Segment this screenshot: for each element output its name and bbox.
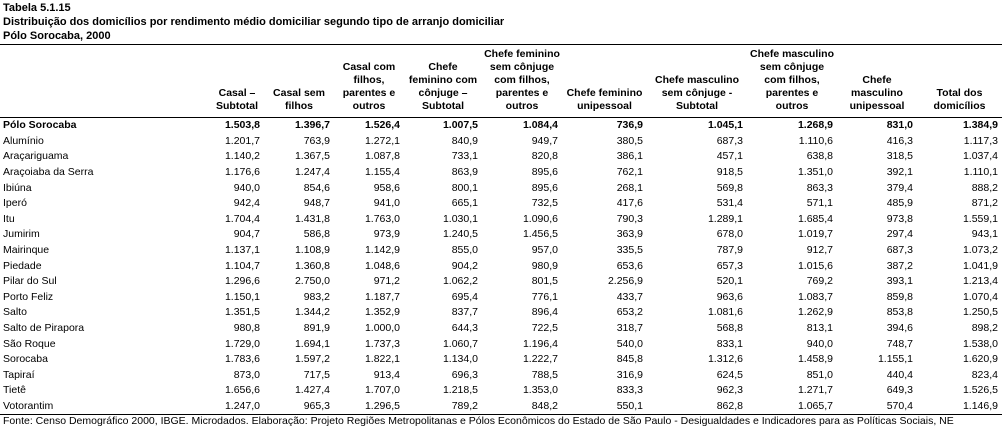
header-row xyxy=(0,45,1002,118)
table-cell: 1.247,4 xyxy=(294,166,330,179)
table-cell: 638,8 xyxy=(806,150,833,163)
source-note: Fonte: Censo Demográfico 2000, IBGE. Microdados. Elaboração: Projeto Regiões Metropolitanas e Pólos Econômicos do Estado de São Paulo - Desigualdades e Indicadores para as Políticas Sociais, NE xyxy=(3,415,954,427)
table-cell: 1.030,1 xyxy=(442,212,478,225)
table-cell: 550,1 xyxy=(562,399,647,415)
table-cell: 387,2 xyxy=(886,259,913,272)
table-row xyxy=(0,336,1002,352)
table-cell: 762,1 xyxy=(616,166,643,179)
table-subtitle: Pólo Sorocaba, 2000 xyxy=(3,30,111,42)
table-cell: 863,3 xyxy=(806,181,833,194)
row-label: Salto xyxy=(3,306,27,319)
column-header: Total dos domicílios xyxy=(917,45,1002,118)
table-row xyxy=(0,227,1002,243)
table-cell: 363,9 xyxy=(616,228,643,241)
table-cell: 1.367,5 xyxy=(294,150,330,163)
table-cell: 393,1 xyxy=(886,275,913,288)
table-cell: 736,9 xyxy=(616,119,643,132)
table-cell: 862,8 xyxy=(647,399,747,415)
table-cell: 942,4 xyxy=(233,197,260,210)
table-cell: 973,8 xyxy=(886,212,913,225)
table-cell: 940,0 xyxy=(233,181,260,194)
table-cell: 1.176,6 xyxy=(224,166,260,179)
table-cell: 962,3 xyxy=(716,384,743,397)
table-cell: 1.526,5 xyxy=(962,384,998,397)
table-cell: 1.427,4 xyxy=(294,384,330,397)
table-cell: 665,1 xyxy=(451,197,478,210)
table-cell: 1.087,8 xyxy=(364,150,400,163)
table-cell: 1.271,7 xyxy=(797,384,833,397)
table-cell: 1.458,9 xyxy=(797,353,833,366)
table-cell: 1.694,1 xyxy=(294,337,330,350)
row-label: Araçoiaba da Serra xyxy=(3,166,94,179)
row-label: Iperó xyxy=(3,197,27,210)
table-cell: 335,5 xyxy=(616,244,643,257)
table-cell: 644,3 xyxy=(451,322,478,335)
table-cell: 2.256,9 xyxy=(607,275,643,288)
table-cell: 1.019,7 xyxy=(797,228,833,241)
table-cell: 1.353,0 xyxy=(522,384,558,397)
table-cell: 848,2 xyxy=(482,399,562,415)
table-cell: 1.155,4 xyxy=(364,166,400,179)
table-cell: 624,5 xyxy=(716,368,743,381)
table-cell: 1.240,5 xyxy=(442,228,478,241)
table-cell: 912,7 xyxy=(806,244,833,257)
table-id: Tabela 5.1.15 xyxy=(3,2,71,14)
row-label: Mairinque xyxy=(3,244,50,257)
table-cell: 1.431,8 xyxy=(294,212,330,225)
table-cell: 1.104,7 xyxy=(224,259,260,272)
column-header: Chefe masculino sem cônjuge com filhos, parentes e outros xyxy=(747,45,837,118)
table-row xyxy=(0,321,1002,337)
table-cell: 1.704,4 xyxy=(224,212,260,225)
row-label: Pilar do Sul xyxy=(3,275,57,288)
table-cell: 1.351,0 xyxy=(797,166,833,179)
table-cell: 895,6 xyxy=(531,181,558,194)
column-header: Casal – Subtotal xyxy=(210,45,264,118)
table-row xyxy=(0,383,1002,399)
table-cell: 649,3 xyxy=(886,384,913,397)
table-row xyxy=(0,134,1002,150)
table-cell: 800,1 xyxy=(451,181,478,194)
table-row xyxy=(0,196,1002,212)
table-cell: 763,9 xyxy=(303,134,330,147)
row-label: Jumirim xyxy=(3,228,40,241)
table-cell: 973,9 xyxy=(373,228,400,241)
table-row xyxy=(0,368,1002,384)
table-cell: 1.384,9 xyxy=(962,119,998,132)
table-cell: 891,9 xyxy=(303,322,330,335)
table-cell: 913,4 xyxy=(373,368,400,381)
table-cell: 971,2 xyxy=(373,275,400,288)
table-cell: 895,6 xyxy=(531,166,558,179)
table-cell: 1.142,9 xyxy=(364,244,400,257)
table-cell: 1.222,7 xyxy=(522,353,558,366)
column-header: Chefe feminino sem cônjuge com filhos, parentes e outros xyxy=(482,45,562,118)
table-cell: 695,4 xyxy=(451,290,478,303)
table-cell: 851,0 xyxy=(806,368,833,381)
table-cell: 440,4 xyxy=(886,368,913,381)
table-row xyxy=(0,212,1002,228)
table-cell: 520,1 xyxy=(716,275,743,288)
table-cell: 531,4 xyxy=(716,197,743,210)
table-cell: 1.083,7 xyxy=(797,290,833,303)
table-cell: 717,5 xyxy=(303,368,330,381)
table-cell: 941,0 xyxy=(373,197,400,210)
table-cell: 787,9 xyxy=(716,244,743,257)
table-cell: 1.262,9 xyxy=(797,306,833,319)
table-cell: 859,8 xyxy=(886,290,913,303)
table-cell: 1.041,9 xyxy=(962,259,998,272)
table-cell: 896,4 xyxy=(531,306,558,319)
table-cell: 963,6 xyxy=(716,290,743,303)
column-header: Casal com filhos, parentes e outros xyxy=(334,45,404,118)
table-cell: 801,5 xyxy=(531,275,558,288)
table-cell: 833,3 xyxy=(616,384,643,397)
table-cell: 845,8 xyxy=(616,353,643,366)
table-cell: 433,7 xyxy=(616,290,643,303)
table-cell: 1.015,6 xyxy=(797,259,833,272)
table-cell: 570,4 xyxy=(837,399,917,415)
table-cell: 485,9 xyxy=(886,197,913,210)
table-cell: 918,5 xyxy=(716,166,743,179)
table-cell: 392,1 xyxy=(886,166,913,179)
table-cell: 540,0 xyxy=(616,337,643,350)
table-cell: 653,2 xyxy=(616,306,643,319)
table-cell: 840,9 xyxy=(451,134,478,147)
table-cell: 1.289,1 xyxy=(707,212,743,225)
table-cell: 873,0 xyxy=(233,368,260,381)
table-cell: 1.272,1 xyxy=(364,134,400,147)
table-cell: 1.090,6 xyxy=(522,212,558,225)
table-row xyxy=(0,352,1002,368)
table-cell: 837,7 xyxy=(451,306,478,319)
table-cell: 1.620,9 xyxy=(962,353,998,366)
table-cell: 722,5 xyxy=(531,322,558,335)
table-cell: 898,2 xyxy=(971,322,998,335)
table-cell: 1.155,1 xyxy=(877,353,913,366)
table-cell: 678,0 xyxy=(716,228,743,241)
table-cell: 789,2 xyxy=(404,399,482,415)
table-cell: 653,6 xyxy=(616,259,643,272)
table-cell: 1.729,0 xyxy=(224,337,260,350)
table-body xyxy=(0,118,1002,415)
table-row xyxy=(0,258,1002,274)
table-cell: 1.296,5 xyxy=(334,399,404,415)
table-row xyxy=(0,274,1002,290)
table-cell: 1.037,4 xyxy=(962,150,998,163)
table-cell: 1.137,1 xyxy=(224,244,260,257)
table-cell: 863,9 xyxy=(451,166,478,179)
table-cell: 386,1 xyxy=(616,150,643,163)
table-cell: 790,3 xyxy=(616,212,643,225)
table-cell: 769,2 xyxy=(806,275,833,288)
table-cell: 833,1 xyxy=(716,337,743,350)
column-header: Chefe masculino sem cônjuge - Subtotal xyxy=(647,45,747,118)
table-cell: 687,3 xyxy=(886,244,913,257)
table-cell: 943,1 xyxy=(971,228,998,241)
table-cell: 1.396,7 xyxy=(294,119,330,132)
table-cell: 904,7 xyxy=(233,228,260,241)
table-row xyxy=(0,290,1002,306)
table-cell: 1.597,2 xyxy=(294,353,330,366)
table-cell: 1.060,7 xyxy=(442,337,478,350)
table-cell: 983,2 xyxy=(303,290,330,303)
table-cell: 1.344,2 xyxy=(294,306,330,319)
table-cell: 687,3 xyxy=(716,134,743,147)
table-cell: 854,6 xyxy=(303,181,330,194)
table-cell: 1.707,0 xyxy=(364,384,400,397)
row-label: Araçariguama xyxy=(3,150,69,163)
row-label: Ibiúna xyxy=(3,181,32,194)
table-cell: 733,1 xyxy=(451,150,478,163)
column-header: Chefe feminino unipessoal xyxy=(562,45,647,118)
row-label: Sorocaba xyxy=(3,353,48,366)
table-cell: 1.000,0 xyxy=(364,322,400,335)
table-cell: 1.360,8 xyxy=(294,259,330,272)
table-cell: 1.108,9 xyxy=(294,244,330,257)
table-cell: 1.247,0 xyxy=(210,399,264,415)
table-cell: 416,3 xyxy=(886,134,913,147)
column-header: Chefe masculino unipessoal xyxy=(837,45,917,118)
table-cell: 1.196,4 xyxy=(522,337,558,350)
table-cell: 1.150,1 xyxy=(224,290,260,303)
table-cell: 318,7 xyxy=(616,322,643,335)
column-header: Chefe feminino com cônjuge – Subtotal xyxy=(404,45,482,118)
table-cell: 1.065,7 xyxy=(747,399,837,415)
row-label: Salto de Pirapora xyxy=(3,322,85,335)
table-cell: 732,5 xyxy=(531,197,558,210)
table-row xyxy=(0,165,1002,181)
table-row xyxy=(0,305,1002,321)
table-cell: 1.268,9 xyxy=(797,119,833,132)
table-cell: 318,5 xyxy=(886,150,913,163)
table-cell: 958,6 xyxy=(373,181,400,194)
table-cell: 1.538,0 xyxy=(962,337,998,350)
table-cell: 1.559,1 xyxy=(962,212,998,225)
table-cell: 1.045,1 xyxy=(707,119,743,132)
table-cell: 1.140,2 xyxy=(224,150,260,163)
table-cell: 1.134,0 xyxy=(442,353,478,366)
table-cell: 316,9 xyxy=(616,368,643,381)
table-cell: 1.351,5 xyxy=(224,306,260,319)
table-cell: 1.526,4 xyxy=(364,119,400,132)
table-cell: 855,0 xyxy=(451,244,478,257)
table-cell: 1.081,6 xyxy=(707,306,743,319)
table-cell: 1.296,6 xyxy=(224,275,260,288)
table-cell: 586,8 xyxy=(303,228,330,241)
table-cell: 1.062,2 xyxy=(442,275,478,288)
table-cell: 1.822,1 xyxy=(364,353,400,366)
row-label: Tapiraí xyxy=(3,368,35,381)
table-cell: 1.110,1 xyxy=(963,166,998,179)
table-cell: 831,0 xyxy=(886,119,913,132)
table-cell: 1.201,7 xyxy=(224,134,260,147)
table-cell: 1.456,5 xyxy=(522,228,558,241)
table-cell: 571,1 xyxy=(806,197,833,210)
table-cell: 888,2 xyxy=(971,181,998,194)
column-header: Casal sem filhos xyxy=(264,45,334,118)
table-cell: 871,2 xyxy=(971,197,998,210)
table-cell: 568,8 xyxy=(716,322,743,335)
table-cell: 1.737,3 xyxy=(364,337,400,350)
row-label: São Roque xyxy=(3,337,56,350)
table-cell: 457,1 xyxy=(716,150,743,163)
table-cell: 823,4 xyxy=(971,368,998,381)
table-cell: 776,1 xyxy=(531,290,558,303)
table-cell: 1.250,5 xyxy=(962,306,998,319)
table-cell: 380,5 xyxy=(616,134,643,147)
table-cell: 965,3 xyxy=(264,399,334,415)
table-cell: 1.503,8 xyxy=(224,119,260,132)
table-cell: 1.070,4 xyxy=(962,290,998,303)
table-cell: 1.312,6 xyxy=(707,353,743,366)
table-row xyxy=(0,180,1002,196)
table-cell: 940,0 xyxy=(806,337,833,350)
table-cell: 2.750,0 xyxy=(294,275,330,288)
table-cell: 813,1 xyxy=(806,322,833,335)
table-cell: 268,1 xyxy=(616,181,643,194)
table-cell: 569,8 xyxy=(716,181,743,194)
table-cell: 1.213,4 xyxy=(962,275,998,288)
table-title: Distribuição dos domicílios por rendimento médio domiciliar segundo tipo de arranjo domiciliar xyxy=(3,16,505,28)
total-row xyxy=(0,118,1002,134)
table-cell: 1.656,6 xyxy=(224,384,260,397)
table-cell: 394,6 xyxy=(886,322,913,335)
row-label: Votorantim xyxy=(0,399,210,415)
row-label: Itu xyxy=(3,212,15,225)
income-table xyxy=(0,44,1002,415)
table-cell: 788,5 xyxy=(531,368,558,381)
row-label: Pólo Sorocaba xyxy=(3,119,77,132)
row-label: Alumínio xyxy=(3,134,44,147)
table-cell: 696,3 xyxy=(451,368,478,381)
table-cell: 1.146,9 xyxy=(917,399,1002,415)
table-cell: 820,8 xyxy=(531,150,558,163)
table-row xyxy=(0,149,1002,165)
table-row xyxy=(0,243,1002,259)
table-cell: 379,4 xyxy=(886,181,913,194)
row-label: Piedade xyxy=(3,259,42,272)
table-cell: 657,3 xyxy=(716,259,743,272)
table-cell: 1.084,4 xyxy=(522,119,558,132)
table-cell: 1.763,0 xyxy=(364,212,400,225)
table-cell: 1.685,4 xyxy=(797,212,833,225)
table-cell: 1.352,9 xyxy=(364,306,400,319)
table-cell: 417,6 xyxy=(616,197,643,210)
table-cell: 1.117,3 xyxy=(963,134,998,147)
table-cell: 1.007,5 xyxy=(442,119,478,132)
table-cell: 1.073,2 xyxy=(962,244,998,257)
table-cell: 748,7 xyxy=(886,337,913,350)
row-label: Tietê xyxy=(3,384,26,397)
table-cell: 948,7 xyxy=(303,197,330,210)
table-row xyxy=(0,399,1002,415)
row-label: Porto Feliz xyxy=(3,290,54,303)
table-cell: 957,0 xyxy=(531,244,558,257)
table-cell: 297,4 xyxy=(886,228,913,241)
table-cell: 853,8 xyxy=(886,306,913,319)
table-cell: 980,9 xyxy=(531,259,558,272)
table-cell: 949,7 xyxy=(531,134,558,147)
column-header-municipality xyxy=(0,45,210,118)
table-cell: 904,2 xyxy=(451,259,478,272)
table-cell: 1.110,6 xyxy=(798,134,833,147)
table-cell: 1.048,6 xyxy=(364,259,400,272)
table-cell: 1.783,6 xyxy=(224,353,260,366)
table-cell: 1.187,7 xyxy=(364,290,400,303)
table-cell: 1.218,5 xyxy=(442,384,478,397)
table-cell: 980,8 xyxy=(233,322,260,335)
